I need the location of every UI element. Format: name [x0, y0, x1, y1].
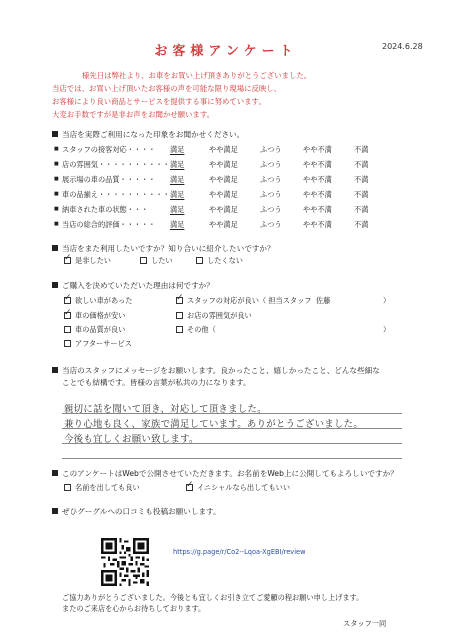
- rating-option[interactable]: ふつう: [260, 205, 282, 214]
- q2-option-no[interactable]: [196, 256, 243, 266]
- rating-option[interactable]: 不満: [354, 175, 369, 184]
- q2-option-definitely[interactable]: [64, 256, 111, 266]
- rating-row: [54, 160, 392, 173]
- review-url-link[interactable]: https://g.page/r/Co2--Lqoa-XgEBI/review: [173, 548, 306, 556]
- bullet-icon: ■: [54, 176, 59, 182]
- q3-option-staff[interactable]: [176, 296, 311, 306]
- bullet-square-icon: [52, 508, 58, 514]
- option-label: イニシャルなら出してもいい: [197, 483, 291, 492]
- q3-option-atmosphere[interactable]: [176, 311, 252, 321]
- q3-paren-close: ）: [383, 296, 391, 305]
- staff-signoff: スタッフ一同: [343, 619, 387, 628]
- option-label: スタッフの対応が良い（ 担当スタッフ: [187, 296, 312, 305]
- checkbox[interactable]: [64, 326, 71, 333]
- rating-option[interactable]: ふつう: [260, 160, 282, 169]
- q3-heading: [52, 280, 214, 291]
- bullet-square-icon: [52, 131, 58, 137]
- q4-heading: [52, 365, 380, 376]
- q3-option-price[interactable]: [64, 311, 125, 321]
- checkbox[interactable]: [196, 257, 203, 264]
- rating-option[interactable]: 不満: [354, 220, 369, 229]
- q3-option-wanted-car[interactable]: [64, 296, 132, 306]
- message-line: 親切に話を聞いて頂き、対応して頂きました。: [64, 404, 267, 415]
- bullet-icon: ■: [54, 221, 59, 227]
- rating-option[interactable]: やや不満: [303, 190, 332, 199]
- q3-option-after-service[interactable]: [64, 339, 132, 349]
- rating-option[interactable]: やや不満: [303, 220, 332, 229]
- q5-option-full-name[interactable]: [64, 483, 140, 493]
- rating-option[interactable]: やや不満: [303, 175, 332, 184]
- option-label: したい: [151, 256, 173, 265]
- q5-heading-text: このアンケートはWebで公開させていただきます。お名前をWeb上に公開してもよろしいですか？: [62, 469, 398, 478]
- closing-line: ご協力ありがとうございました。今後とも宜しくお引き立てご愛顧の程お願い申し上げます。: [62, 593, 364, 602]
- option-label: その他（: [187, 325, 216, 334]
- q1-heading: [52, 129, 244, 140]
- option-label: 是非したい: [75, 256, 111, 265]
- rating-row-label: 展示場の車の品質・・・・・: [62, 175, 156, 184]
- checkbox[interactable]: [64, 312, 71, 319]
- rating-option[interactable]: 不満: [354, 190, 369, 199]
- q4-heading-cont: ことでも結構です。皆様の言葉が私共の力になります。: [62, 378, 251, 387]
- rating-option[interactable]: 満足: [170, 175, 185, 184]
- rating-row: [54, 175, 392, 188]
- rating-option[interactable]: 満足: [170, 160, 185, 169]
- bullet-square-icon: [52, 245, 58, 251]
- rating-option[interactable]: 満足: [170, 145, 185, 154]
- rating-option[interactable]: 不満: [354, 160, 369, 169]
- checkbox[interactable]: [176, 326, 183, 333]
- q3-option-other[interactable]: [176, 325, 216, 335]
- rating-option[interactable]: やや不満: [303, 205, 332, 214]
- rating-row-label: スタッフの接客対応・・・・: [62, 145, 156, 154]
- qr-code-icon[interactable]: [101, 538, 149, 586]
- survey-date: 2024.6.28: [382, 42, 423, 51]
- bullet-square-icon: [52, 282, 58, 288]
- rating-option[interactable]: 満足: [170, 205, 185, 214]
- q5-option-initials[interactable]: [186, 483, 290, 493]
- q2-option-yes[interactable]: [140, 256, 173, 266]
- option-label: 車の価格が安い: [75, 311, 126, 320]
- q6-heading-text: ぜひグーグルへの口コミも投稿お願いします。: [62, 507, 221, 516]
- closing-line: またのご来店を心からお待ちしております。: [62, 604, 206, 613]
- bullet-square-icon: [52, 470, 58, 476]
- option-label: 車の品質が良い: [75, 325, 126, 334]
- q3-option-quality[interactable]: [64, 325, 125, 335]
- rating-row-label: 店の雰囲気・・・・・・・・・・: [62, 160, 170, 169]
- checkbox[interactable]: [64, 297, 71, 304]
- rating-row-label: 車の品揃え・・・・・・・・・・: [62, 190, 170, 199]
- intro-line: 大変お手数ですが是非お声をお聞かせ願います。: [52, 110, 215, 119]
- message-line: 今後も宜しくお願い致します。: [64, 434, 199, 445]
- ruled-line: [62, 458, 402, 459]
- checkbox[interactable]: [176, 297, 183, 304]
- q3-staff-name: 佐藤: [316, 296, 331, 305]
- q1-heading-text: 当店を実際ご利用になった印象をお聞かせください。: [62, 130, 245, 139]
- rating-option[interactable]: ふつう: [260, 175, 282, 184]
- checkbox[interactable]: [186, 484, 193, 491]
- checkbox[interactable]: [176, 312, 183, 319]
- rating-row: [54, 220, 392, 233]
- rating-row: [54, 145, 392, 158]
- rating-option[interactable]: やや満足: [209, 160, 238, 169]
- option-label: したくない: [207, 256, 243, 265]
- rating-option[interactable]: 満足: [170, 190, 185, 199]
- intro-line: 当店では、お買い上げ頂いたお客様の声を可能な限り現場に反映し、: [52, 84, 282, 93]
- rating-row: [54, 190, 392, 203]
- rating-option[interactable]: やや満足: [209, 145, 238, 154]
- bullet-square-icon: [52, 367, 58, 373]
- rating-option[interactable]: 満足: [170, 220, 185, 229]
- intro-line: お客様により良い商品とサービスを提供する事に努めています。: [52, 97, 266, 106]
- q4-heading-text: 当店のスタッフにメッセージをお願いします。良かったこと、嬉しかったこと、どんな些細な: [62, 366, 380, 375]
- rating-option[interactable]: ふつう: [260, 190, 282, 199]
- q3-heading-text: ご購入を決めていただいた理由は何ですか？: [62, 281, 214, 290]
- q5-heading: [52, 468, 398, 479]
- message-line: 兼り心地も良く、家族で満足しています。ありがとうございました。: [64, 419, 363, 430]
- checkbox[interactable]: [64, 340, 71, 347]
- option-label: アフターサービス: [75, 339, 132, 348]
- rating-option[interactable]: やや満足: [209, 220, 238, 229]
- rating-option[interactable]: やや満足: [209, 205, 238, 214]
- rating-option[interactable]: ふつう: [260, 220, 282, 229]
- bullet-icon: ■: [54, 146, 59, 152]
- option-label: 名前を出しても良い: [75, 483, 140, 492]
- q2-heading: [52, 243, 275, 254]
- option-label: お店の雰囲気が良い: [187, 311, 252, 320]
- rating-row-label: 納車された車の状態・・・: [62, 205, 149, 214]
- closing-text: [62, 592, 363, 614]
- page-title: お客様アンケート: [154, 44, 298, 59]
- rating-option[interactable]: ふつう: [260, 145, 282, 154]
- q6-heading: [52, 506, 221, 517]
- rating-option[interactable]: やや不満: [303, 160, 332, 169]
- intro-line: 様先日は弊社より、お車をお買い上げ頂きありがとうございました。: [82, 71, 312, 80]
- bullet-icon: ■: [54, 161, 59, 167]
- checkbox[interactable]: [140, 257, 147, 264]
- checkbox[interactable]: [64, 257, 71, 264]
- bullet-icon: ■: [54, 191, 59, 197]
- q2-heading-text: 当店をまた利用したいですか？知り合いに紹介したいですか？: [62, 244, 275, 253]
- rating-option[interactable]: 不満: [354, 145, 369, 154]
- option-label: 欲しい車があった: [75, 296, 133, 305]
- rating-row: [54, 205, 392, 218]
- rating-option[interactable]: 不満: [354, 205, 369, 214]
- rating-option[interactable]: やや満足: [209, 175, 238, 184]
- q3-other-paren-close: ）: [383, 325, 391, 334]
- rating-row-label: 当店の総合的評価・・・・・: [62, 220, 156, 229]
- rating-option[interactable]: やや満足: [209, 190, 238, 199]
- checkbox[interactable]: [64, 484, 71, 491]
- intro-text: [52, 69, 311, 121]
- bullet-icon: ■: [54, 206, 59, 212]
- rating-option[interactable]: やや不満: [303, 145, 332, 154]
